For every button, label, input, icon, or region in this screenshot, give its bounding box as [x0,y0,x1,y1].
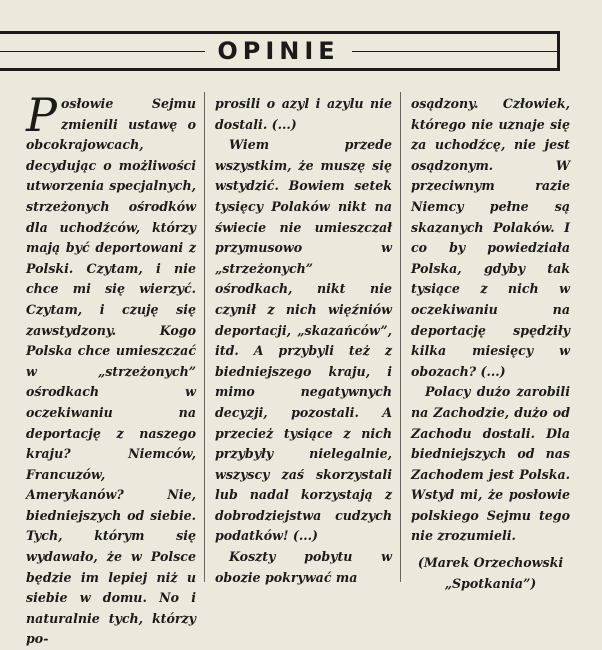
paragraph: Polacy dużo zarobili na Zachodzie, dużo od Zachodu dostali. Dla biedniejszych od nas Zachodem jest Polska. Wstyd mi, że posłowie polskiego Sejmu tego nie zrozumieli. [411,384,570,544]
paragraph: Koszty pobytu w obozie pokrywać ma [215,549,392,585]
article-columns [18,88,578,647]
paragraph: prosili o azyl i azylu nie dostali. (...) [215,96,392,132]
signature-author: (Marek Orzechowski [417,555,564,571]
section-title: OPINIE [205,37,351,65]
column-2 [204,92,400,585]
paragraph [26,88,196,650]
column-1 [18,88,204,647]
column-3 [400,92,578,591]
paragraph: Wiem przede wszystkim, że muszę się wstydzić. Bowiem setek tysięcy Polaków nikt na świecie nie umieszczał przymusowo w „strzeżonych” ośrodkach, nikt nie czynił z nich więźniów deportacji, „skazańców”, itd. A przybyli też z biedniejszego kraju, i mimo negatywnych decyzji, pozostali. A przecież tysiące z nich przybyły nielegalnie, wszyscy zaś skorzystali lub nadal korzystają z dobrodziejstwa cudzych podatków! (...) [215,137,392,544]
paragraph-text: osłowie Sejmu zmienili ustawę o obcokrajowcach, decydując o możliwości utworzenia specjalnych, strzeżonych ośrodków dla uchodźców, którzy mają być deportowani z Polski. Czytam, i nie chce mi się wierzyć. Czytam, i czuję się zawstydzony. Kogo Polska chce umieszczać w „strzeżonych” ośrodkach w oczekiwaniu na deportację z naszego kraju? Niemców, Francuzów, Amerykanów? Nie, biedniejszych od siebie. Tych, którym się wydawało, że w Polsce będzie im lepiej niż u siebie w domu. No i naturalnie tych, którzy po- [26,96,196,647]
section-header [0,31,560,71]
drop-cap: P [26,88,57,142]
paragraph: osądzony. Człowiek, którego nie uznaje się za uchodźcę, nie jest osądzonym. W przeciwnym razie Niemcy pełne są skazanych Polaków. I co by powiedziała Polska, gdyby tak tysiące z nich w oczekiwaniu na deportację spędziły kilka miesięcy w obozach? (...) [411,96,570,379]
signature-source: „Spotkania”) [444,575,537,591]
signature [411,553,570,594]
